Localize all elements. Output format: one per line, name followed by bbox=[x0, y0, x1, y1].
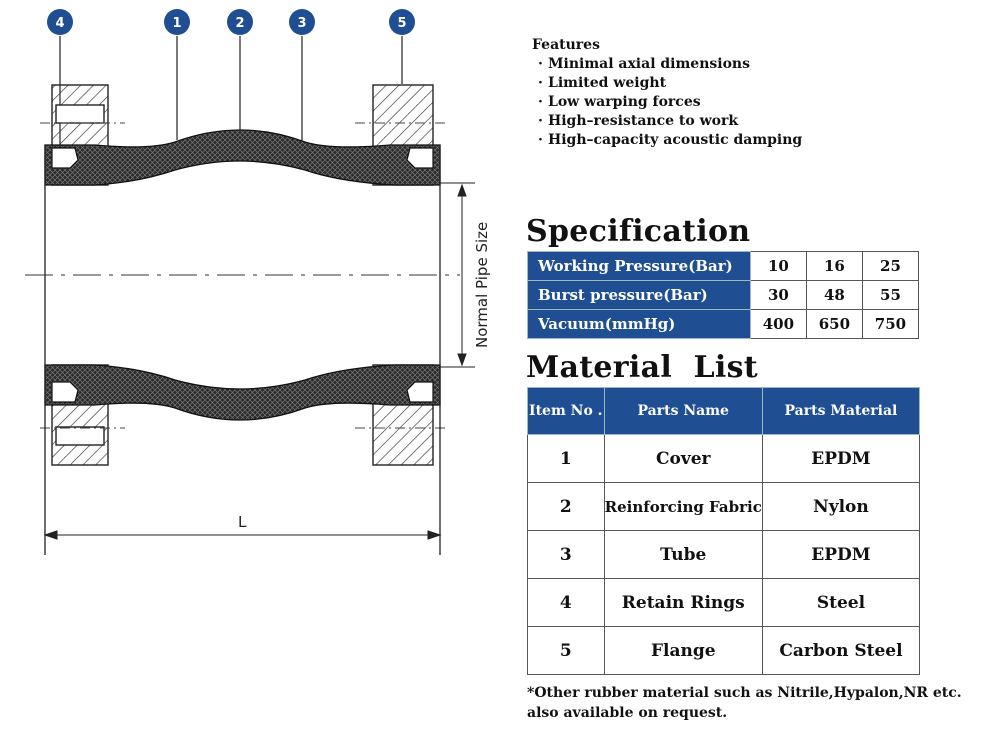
part-name: Reinforcing Fabric bbox=[604, 483, 762, 531]
item-no: 5 bbox=[528, 627, 605, 675]
footnote-line-2: also available on request. bbox=[527, 705, 728, 721]
part-material: EPDM bbox=[762, 435, 919, 483]
callout-label: 5 bbox=[397, 16, 407, 31]
specification-title: Specification bbox=[526, 214, 751, 249]
item-no: 3 bbox=[528, 531, 605, 579]
spec-value: 30 bbox=[750, 281, 806, 310]
part-material: Nylon bbox=[762, 483, 919, 531]
callout-5 bbox=[389, 9, 415, 35]
table-row bbox=[528, 483, 920, 531]
feature-item: · Low warping forces bbox=[538, 93, 802, 112]
spec-value: 750 bbox=[862, 310, 918, 339]
table-row bbox=[528, 531, 920, 579]
callout-1 bbox=[164, 9, 190, 35]
spec-label: Burst pressure(Bar) bbox=[528, 281, 751, 310]
table-row bbox=[528, 310, 919, 339]
feature-item: · High–resistance to work bbox=[538, 112, 802, 131]
table-row bbox=[528, 252, 919, 281]
part-material: Carbon Steel bbox=[762, 627, 919, 675]
part-name: Flange bbox=[604, 627, 762, 675]
part-name: Retain Rings bbox=[604, 579, 762, 627]
header-parts-name: Parts Name bbox=[604, 388, 762, 435]
header-parts-material: Parts Material bbox=[762, 388, 919, 435]
callout-label: 4 bbox=[55, 16, 65, 31]
features-list bbox=[532, 55, 802, 150]
pipe-size-label: Normal Pipe Size bbox=[473, 221, 491, 348]
callout-label: 2 bbox=[235, 16, 245, 31]
table-row bbox=[528, 579, 920, 627]
spec-value: 10 bbox=[750, 252, 806, 281]
spec-value: 25 bbox=[862, 252, 918, 281]
item-no: 1 bbox=[528, 435, 605, 483]
length-label: L bbox=[238, 513, 247, 531]
table-row bbox=[528, 435, 920, 483]
item-no: 2 bbox=[528, 483, 605, 531]
part-name: Tube bbox=[604, 531, 762, 579]
part-material: Steel bbox=[762, 579, 919, 627]
feature-item: · High–capacity acoustic damping bbox=[538, 131, 802, 150]
feature-item: · Minimal axial dimensions bbox=[538, 55, 802, 74]
callout-3 bbox=[289, 9, 315, 35]
spec-value: 650 bbox=[806, 310, 862, 339]
footnote-line-1: *Other rubber material such as Nitrile,Hypalon,NR etc. bbox=[527, 685, 962, 701]
spec-value: 16 bbox=[806, 252, 862, 281]
footnote bbox=[527, 683, 962, 723]
specification-table bbox=[527, 251, 919, 339]
material-list-table bbox=[527, 387, 920, 675]
callout-2 bbox=[227, 9, 253, 35]
spec-value: 400 bbox=[750, 310, 806, 339]
spec-value: 55 bbox=[862, 281, 918, 310]
callout-label: 3 bbox=[297, 16, 307, 31]
callout-label: 1 bbox=[172, 16, 182, 31]
spec-label: Working Pressure(Bar) bbox=[528, 252, 751, 281]
item-no: 4 bbox=[528, 579, 605, 627]
header-item-no: Item No . bbox=[528, 388, 605, 435]
spec-value: 48 bbox=[806, 281, 862, 310]
spec-label: Vacuum(mmHg) bbox=[528, 310, 751, 339]
table-row bbox=[528, 627, 920, 675]
material-list-title: Material List bbox=[526, 350, 758, 385]
features-title: Features bbox=[532, 37, 600, 53]
part-name: Cover bbox=[604, 435, 762, 483]
table-row bbox=[528, 281, 919, 310]
table-header-row bbox=[528, 388, 920, 435]
features-block bbox=[532, 36, 802, 150]
callout-4 bbox=[47, 9, 73, 35]
part-material: EPDM bbox=[762, 531, 919, 579]
feature-item: · Limited weight bbox=[538, 74, 802, 93]
